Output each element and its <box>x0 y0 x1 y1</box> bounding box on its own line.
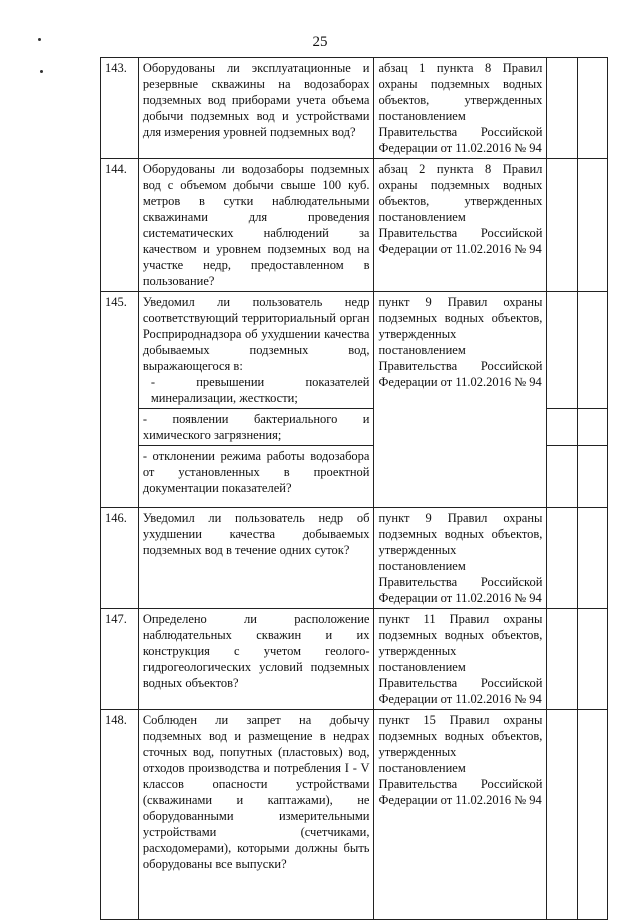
note-cell <box>577 508 607 609</box>
question-cell: Оборудованы ли эксплуатационные и резервные скважины на водозаборах подземных вод приборами учета объема добычи подземных вод и устройствами для измерения уровней подземных вод? <box>138 58 374 159</box>
answer-cell <box>547 446 577 508</box>
note-cell <box>577 710 607 920</box>
table-row <box>101 292 608 409</box>
answer-cell <box>547 58 577 159</box>
question-cell: Уведомил ли пользователь недр об ухудшении качества добываемых подземных вод в течение одних суток? <box>138 508 374 609</box>
reference-cell: абзац 1 пункта 8 Правил охраны подземных водных объектов, утвержденных постановлением Правительства Российской Федерации от 11.02.2016 № 94 <box>374 58 547 159</box>
answer-cell <box>547 508 577 609</box>
reference-cell: пункт 11 Правил охраны подземных водных объектов, утвержденных постановлением Правительства Российской Федерации от 11.02.2016 № 94 <box>374 609 547 710</box>
question-subitem: - превышении показателей минерализации, жесткости; <box>150 375 370 405</box>
row-number: 147. <box>101 609 139 710</box>
note-cell <box>577 58 607 159</box>
reference-cell: абзац 2 пункта 8 Правил охраны подземных водных объектов, утвержденных постановлением Правительства Российской Федерации от 11.02.2016 № 94 <box>374 159 547 292</box>
note-cell <box>577 609 607 710</box>
note-cell <box>577 292 607 409</box>
answer-cell <box>547 159 577 292</box>
question-cell: Определено ли расположение наблюдательных скважин и их конструкция с учетом геолого-гидрогеологических условий подземных водных объектов? <box>138 609 374 710</box>
answer-cell <box>547 409 577 446</box>
row-number: 145. <box>101 292 139 508</box>
question-subitem: - появлении бактериального и химического загрязнения; <box>138 409 374 446</box>
scan-dot <box>40 70 43 73</box>
row-number: 146. <box>101 508 139 609</box>
table-row <box>101 508 608 609</box>
question-subitem: - отклонении режима работы водозабора от установленных в проектной документации показателей? <box>138 446 374 508</box>
table-row <box>101 609 608 710</box>
note-cell <box>577 446 607 508</box>
reference-cell: пункт 9 Правил охраны подземных водных объектов, утвержденных постановлением Правительства Российской Федерации от 11.02.2016 № 94 <box>374 292 547 508</box>
question-cell <box>138 292 374 409</box>
table-row <box>101 159 608 292</box>
table-row <box>101 710 608 920</box>
row-number: 144. <box>101 159 139 292</box>
answer-cell <box>547 292 577 409</box>
note-cell <box>577 159 607 292</box>
page-number: 25 <box>312 34 328 50</box>
reference-cell: пункт 9 Правил охраны подземных водных объектов, утвержденных постановлением Правительства Российской Федерации от 11.02.2016 № 94 <box>374 508 547 609</box>
requirements-table <box>100 57 608 920</box>
note-cell <box>577 409 607 446</box>
reference-cell: пункт 15 Правил охраны подземных водных объектов, утвержденных постановлением Правительства Российской Федерации от 11.02.2016 № 94 <box>374 710 547 920</box>
table-row <box>101 58 608 159</box>
row-number: 148. <box>101 710 139 920</box>
question-text: Уведомил ли пользователь недр соответствующий территориальный орган Росприроднадзора об ухудшении качества добываемых подземных вод, выражающегося в: <box>142 295 370 373</box>
answer-cell <box>547 609 577 710</box>
question-cell: Оборудованы ли водозаборы подземных вод с объемом добычи свыше 100 куб. метров в сутки наблюдательными скважинами для проведения систематических наблюдений за качеством и уровнем подземных вод на участке недр, предоставленном в пользование? <box>138 159 374 292</box>
answer-cell <box>547 710 577 920</box>
row-number: 143. <box>101 58 139 159</box>
question-cell: Соблюден ли запрет на добычу подземных вод и размещение в недрах сточных вод, попутных (пластовых) вод, отходов производства и потребления I - V классов опасности устройствами (скважинами и каптажами), не оборудованными измерительными устройствами (счетчиками, расходомерами), которыми должны быть оборудованы все выпуски? <box>138 710 374 920</box>
